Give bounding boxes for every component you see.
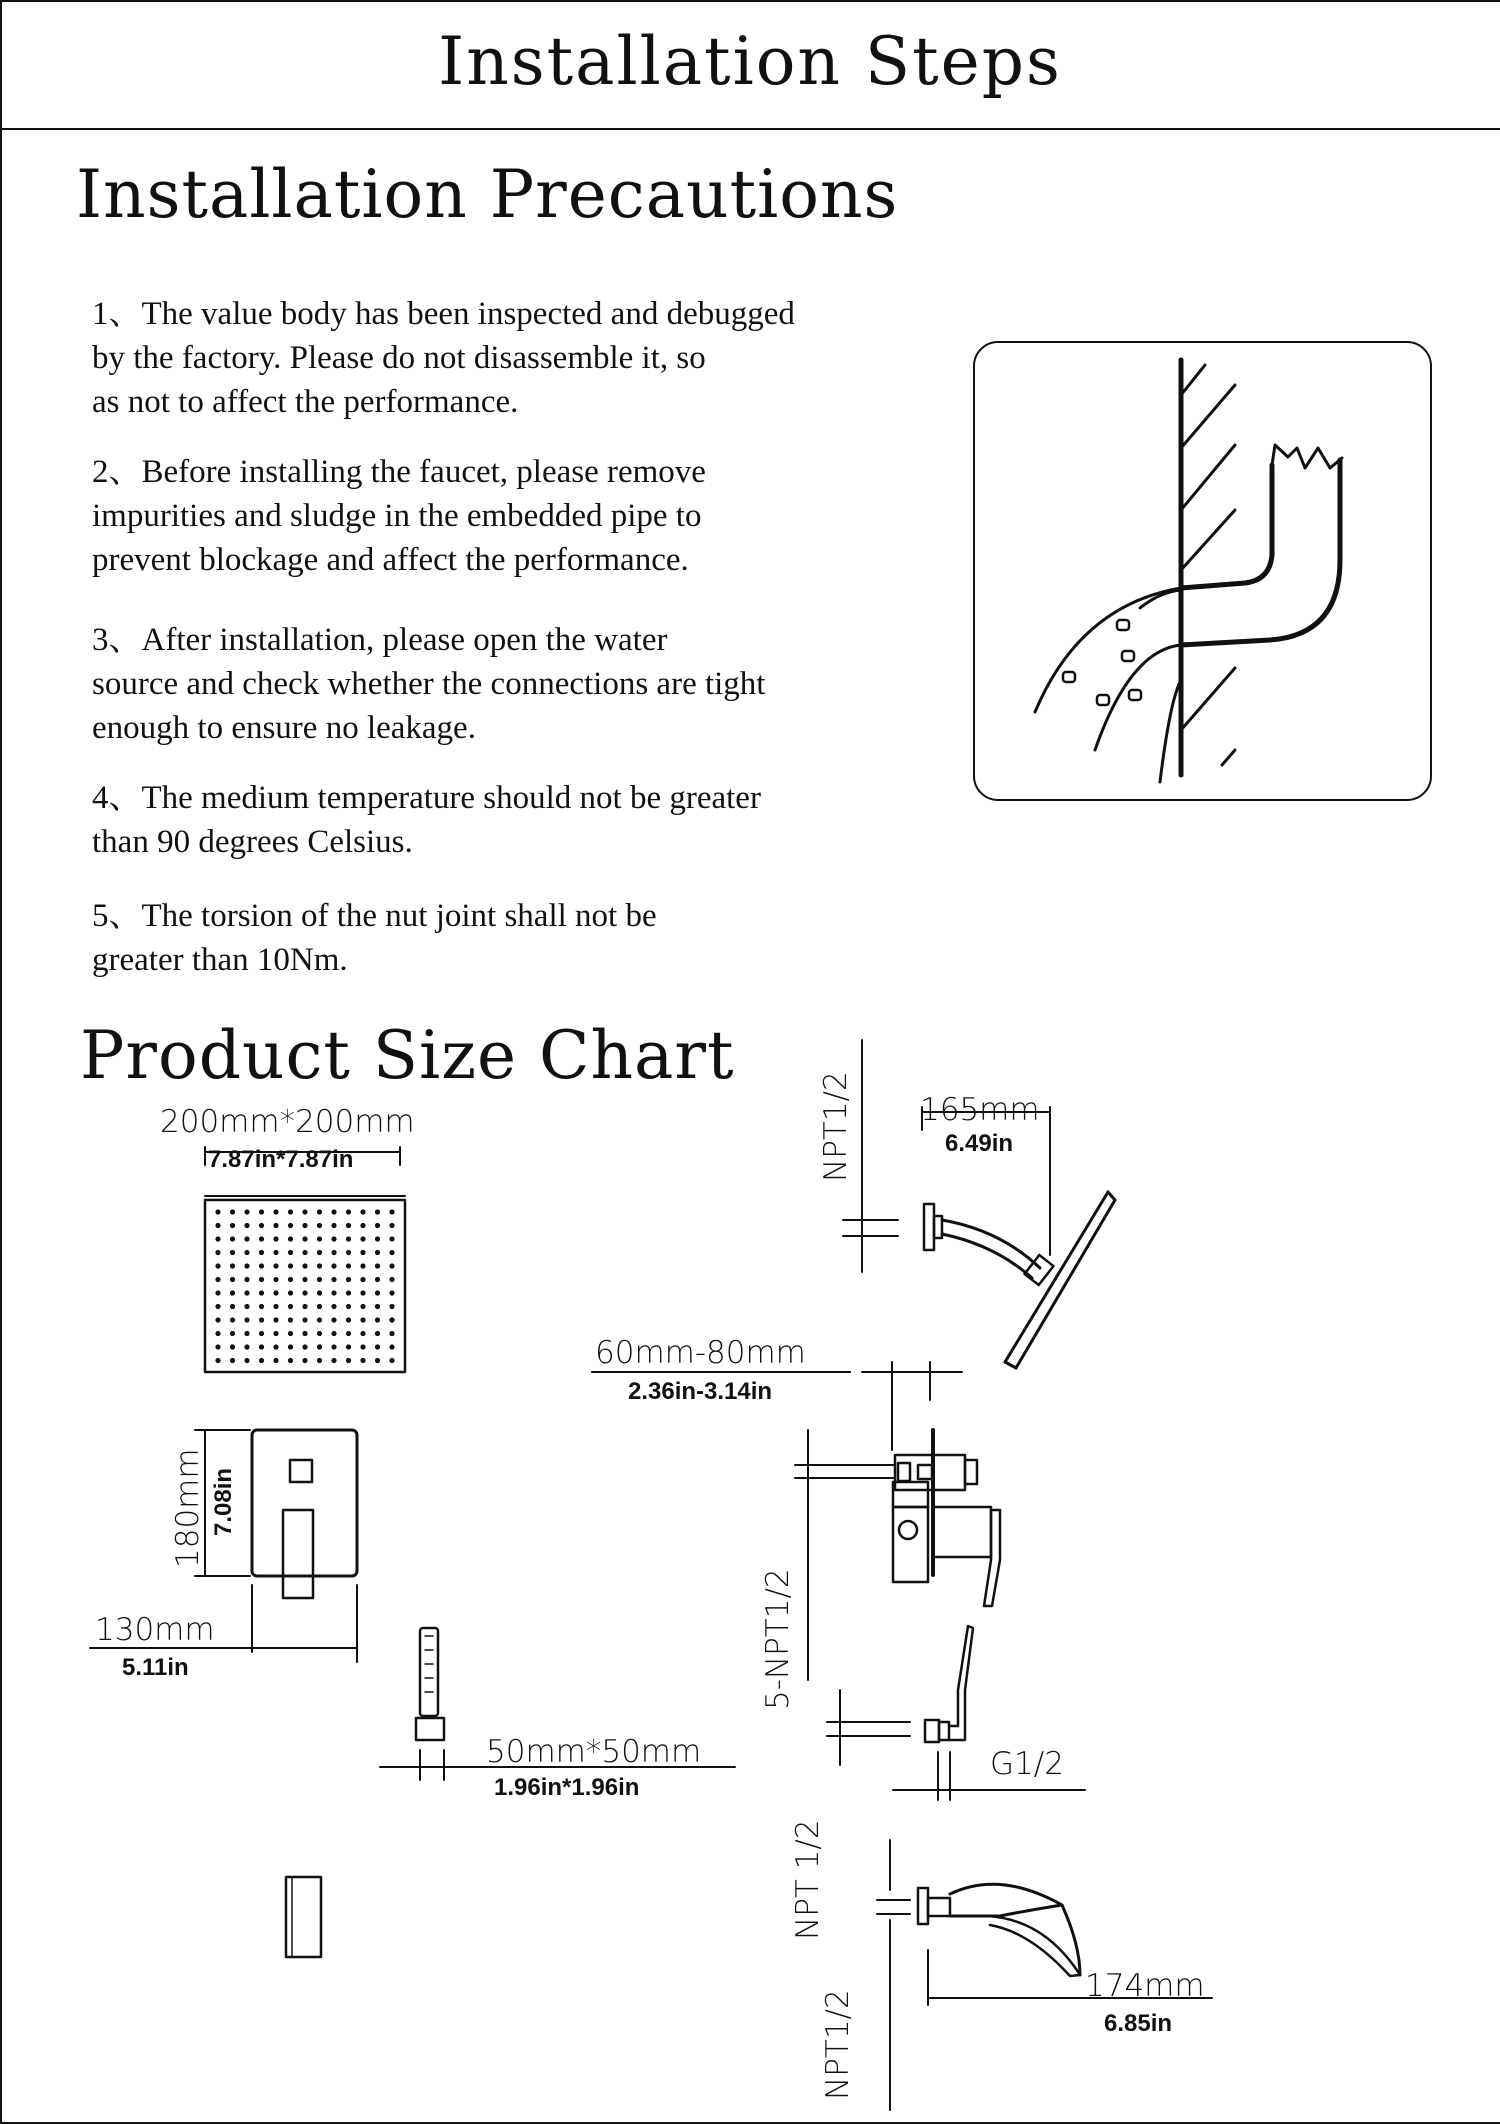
arm-thread-label: NPT1/2 [818, 1071, 854, 1182]
nozzle-dot [259, 1236, 264, 1241]
nozzle-dot [273, 1317, 278, 1322]
nozzle-dot [244, 1236, 249, 1241]
precautions-title: Installation Precautions [76, 156, 899, 233]
nozzle-dot [302, 1304, 307, 1309]
wall-depth-in: 2.36in-3.14in [628, 1378, 773, 1405]
nozzle-dot [273, 1223, 278, 1228]
wall-depth-mm: 60mm-80mm [595, 1335, 806, 1371]
nozzle-dot [215, 1331, 220, 1336]
nozzle-dot [230, 1358, 235, 1363]
shower-head-nozzles [215, 1209, 394, 1363]
nozzle-dot [331, 1317, 336, 1322]
nozzle-dot [389, 1223, 394, 1228]
nozzle-dot [230, 1236, 235, 1241]
nozzle-dot [302, 1344, 307, 1349]
nozzle-dot [375, 1250, 380, 1255]
nozzle-dot [288, 1277, 293, 1282]
plate-height-in: 7.08in [210, 1467, 237, 1536]
nozzle-dot [244, 1317, 249, 1322]
nozzle-dot [288, 1304, 293, 1309]
nozzle-dot [346, 1236, 351, 1241]
precaution-item-5: 5、The torsion of the nut joint shall not be greater than 10Nm. [92, 898, 657, 978]
nozzle-dot [302, 1250, 307, 1255]
nozzle-dot [331, 1304, 336, 1309]
nozzle-dot [317, 1358, 322, 1363]
nozzle-dot [389, 1277, 394, 1282]
plate-width-in: 5.11in [122, 1654, 189, 1681]
nozzle-dot [317, 1223, 322, 1228]
nozzle-dot [230, 1263, 235, 1268]
nozzle-dot [375, 1331, 380, 1336]
nozzle-dot [273, 1331, 278, 1336]
page-title: Installation Steps [438, 23, 1062, 100]
nozzle-dot [273, 1344, 278, 1349]
nozzle-dot [244, 1290, 249, 1295]
nozzle-dot [288, 1223, 293, 1228]
nozzle-dot [288, 1250, 293, 1255]
nozzle-dot [273, 1358, 278, 1363]
nozzle-dot [302, 1358, 307, 1363]
nozzle-dot [360, 1250, 365, 1255]
spout-thread-label: NPT1/2 [820, 1989, 856, 2100]
nozzle-dot [346, 1209, 351, 1214]
nozzle-dot [317, 1317, 322, 1322]
nozzle-dot [302, 1290, 307, 1295]
nozzle-dot [259, 1358, 264, 1363]
nozzle-dot [244, 1223, 249, 1228]
nozzle-dot [244, 1304, 249, 1309]
nozzle-dot [331, 1277, 336, 1282]
nozzle-dot [389, 1263, 394, 1268]
nozzle-dot [375, 1277, 380, 1282]
nozzle-dot [346, 1250, 351, 1255]
hand-shower-size-in: 1.96in*1.96in [494, 1774, 640, 1801]
nozzle-dot [288, 1263, 293, 1268]
precaution-item-4: 4、The medium temperature should not be greater than 90 degrees Celsius. [92, 780, 761, 860]
nozzle-dot [375, 1304, 380, 1309]
outlet-npt-label: NPT 1/2 [790, 1819, 826, 1940]
nozzle-dot [230, 1317, 235, 1322]
nozzle-dot [244, 1277, 249, 1282]
nozzle-dot [317, 1331, 322, 1336]
nozzle-dot [288, 1331, 293, 1336]
nozzle-dot [331, 1236, 336, 1241]
nozzle-dot [244, 1250, 249, 1255]
nozzle-dot [360, 1209, 365, 1214]
nozzle-dot [317, 1263, 322, 1268]
nozzle-dot [302, 1331, 307, 1336]
nozzle-dot [317, 1290, 322, 1295]
nozzle-dot [273, 1304, 278, 1309]
nozzle-dot [259, 1304, 264, 1309]
nozzle-dot [375, 1263, 380, 1268]
nozzle-dot [230, 1304, 235, 1309]
nozzle-dot [360, 1344, 365, 1349]
nozzle-dot [375, 1290, 380, 1295]
precaution-item-1: 1、The value body has been inspected and debugged by the factory. Please do not disassemble it, so as not to affect the performance. [92, 296, 795, 420]
nozzle-dot [331, 1263, 336, 1268]
nozzle-dot [389, 1290, 394, 1295]
nozzle-dot [215, 1250, 220, 1255]
nozzle-dot [375, 1344, 380, 1349]
nozzle-dot [215, 1344, 220, 1349]
outlet-thread-label: G1/2 [990, 1746, 1064, 1782]
nozzle-dot [317, 1277, 322, 1282]
nozzle-dot [317, 1344, 322, 1349]
shower-head-drawing [205, 1147, 405, 1372]
nozzle-dot [259, 1317, 264, 1322]
nozzle-dot [259, 1263, 264, 1268]
nozzle-dot [346, 1223, 351, 1228]
nozzle-dot [259, 1223, 264, 1228]
nozzle-dot [259, 1209, 264, 1214]
nozzle-dot [389, 1317, 394, 1322]
nozzle-dot [230, 1344, 235, 1349]
nozzle-dot [215, 1223, 220, 1228]
nozzle-dot [230, 1331, 235, 1336]
valve-threads-label: 5-NPT1/2 [760, 1568, 796, 1710]
nozzle-dot [360, 1290, 365, 1295]
nozzle-dot [389, 1250, 394, 1255]
nozzle-dot [215, 1277, 220, 1282]
nozzle-dot [331, 1344, 336, 1349]
nozzle-dot [259, 1250, 264, 1255]
nozzle-dot [389, 1304, 394, 1309]
nozzle-dot [230, 1290, 235, 1295]
hand-shower-size-mm: 50mm*50mm [486, 1734, 702, 1770]
nozzle-dot [331, 1209, 336, 1214]
nozzle-dot [331, 1290, 336, 1295]
valve-body-drawing [795, 1430, 1000, 1680]
nozzle-dot [259, 1277, 264, 1282]
nozzle-dot [346, 1344, 351, 1349]
pipe-cleaning-illustration [974, 342, 1431, 800]
nozzle-dot [346, 1304, 351, 1309]
wall-depth-dimension [592, 1362, 962, 1450]
nozzle-dot [389, 1236, 394, 1241]
nozzle-dot [360, 1304, 365, 1309]
nozzle-dot [360, 1277, 365, 1282]
nozzle-dot [230, 1250, 235, 1255]
plate-height-mm: 180mm [170, 1448, 206, 1568]
nozzle-dot [244, 1209, 249, 1214]
nozzle-dot [273, 1236, 278, 1241]
nozzle-dot [346, 1358, 351, 1363]
nozzle-dot [215, 1263, 220, 1268]
nozzle-dot [259, 1290, 264, 1295]
nozzle-dot [346, 1277, 351, 1282]
nozzle-dot [302, 1223, 307, 1228]
precaution-item-3: 3、After installation, please open the water source and check whether the connections are tight enough to ensure no leakage. [92, 622, 766, 746]
arm-length-mm: 165mm [920, 1092, 1040, 1128]
nozzle-dot [288, 1236, 293, 1241]
nozzle-dot [215, 1317, 220, 1322]
nozzle-dot [317, 1209, 322, 1214]
shower-arm-drawing [843, 1040, 1115, 1368]
nozzle-dot [331, 1358, 336, 1363]
size-chart-title: Product Size Chart [80, 1017, 735, 1094]
nozzle-dot [215, 1358, 220, 1363]
nozzle-dot [389, 1358, 394, 1363]
nozzle-dot [215, 1290, 220, 1295]
nozzle-dot [389, 1331, 394, 1336]
nozzle-dot [360, 1317, 365, 1322]
nozzle-dot [360, 1358, 365, 1363]
nozzle-dot [302, 1236, 307, 1241]
nozzle-dot [331, 1331, 336, 1336]
nozzle-dot [302, 1209, 307, 1214]
nozzle-dot [230, 1277, 235, 1282]
nozzle-dot [360, 1263, 365, 1268]
nozzle-dot [331, 1223, 336, 1228]
shower-head-size-in: 7.87in*7.87in [208, 1146, 354, 1173]
nozzle-dot [273, 1209, 278, 1214]
nozzle-dot [389, 1209, 394, 1214]
nozzle-dot [360, 1223, 365, 1228]
plate-width-mm: 130mm [95, 1612, 215, 1648]
nozzle-dot [244, 1263, 249, 1268]
nozzle-dot [288, 1344, 293, 1349]
nozzle-dot [288, 1317, 293, 1322]
nozzle-dot [288, 1290, 293, 1295]
nozzle-dot [215, 1304, 220, 1309]
nozzle-dot [360, 1331, 365, 1336]
nozzle-dot [317, 1304, 322, 1309]
nozzle-dot [346, 1331, 351, 1336]
nozzle-dot [288, 1209, 293, 1214]
nozzle-dot [244, 1344, 249, 1349]
nozzle-dot [346, 1263, 351, 1268]
nozzle-dot [230, 1223, 235, 1228]
nozzle-dot [317, 1236, 322, 1241]
precaution-item-2: 2、Before installing the faucet, please remove impurities and sludge in the embedded pipe to prevent blockage and affect the performance. [92, 454, 706, 578]
nozzle-dot [273, 1250, 278, 1255]
nozzle-dot [302, 1277, 307, 1282]
shower-head-size-mm: 200mm*200mm [160, 1104, 415, 1140]
nozzle-dot [375, 1317, 380, 1322]
nozzle-dot [259, 1331, 264, 1336]
nozzle-dot [375, 1223, 380, 1228]
nozzle-dot [389, 1344, 394, 1349]
nozzle-dot [273, 1277, 278, 1282]
nozzle-dot [302, 1263, 307, 1268]
nozzle-dot [288, 1358, 293, 1363]
nozzle-dot [230, 1209, 235, 1214]
nozzle-dot [375, 1209, 380, 1214]
nozzle-dot [331, 1250, 336, 1255]
nozzle-dot [244, 1358, 249, 1363]
nozzle-dot [346, 1317, 351, 1322]
nozzle-dot [375, 1236, 380, 1241]
nozzle-dot [259, 1344, 264, 1349]
nozzle-dot [273, 1290, 278, 1295]
nozzle-dot [215, 1236, 220, 1241]
nozzle-dot [375, 1358, 380, 1363]
nozzle-dot [302, 1317, 307, 1322]
arm-length-in: 6.49in [945, 1130, 1014, 1157]
spout-length-in: 6.85in [1104, 2010, 1173, 2037]
nozzle-dot [317, 1250, 322, 1255]
spout-length-mm: 174mm [1085, 1968, 1205, 2004]
nozzle-dot [215, 1209, 220, 1214]
nozzle-dot [346, 1290, 351, 1295]
nozzle-dot [273, 1263, 278, 1268]
nozzle-dot [244, 1331, 249, 1336]
nozzle-dot [360, 1236, 365, 1241]
